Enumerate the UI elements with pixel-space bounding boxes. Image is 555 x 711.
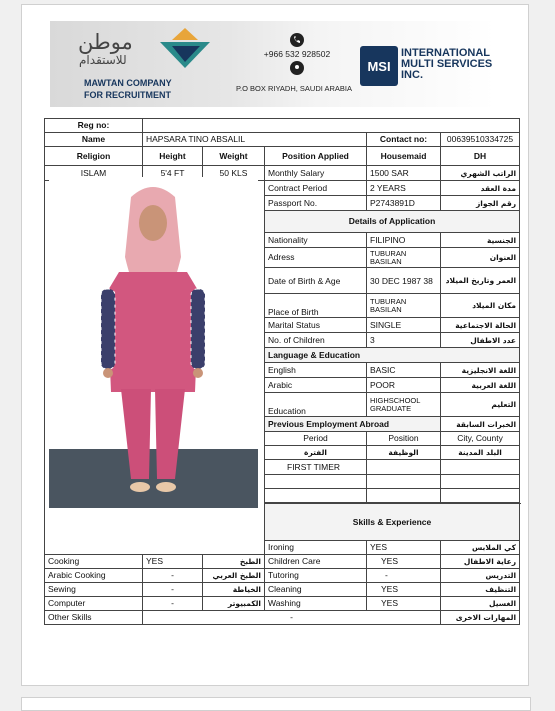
- name-value: HAPSARA TINO ABSALIL: [143, 133, 367, 147]
- weight-label: Weight: [203, 147, 265, 166]
- company-arabic-subname: للاستقدام: [79, 53, 127, 67]
- skill-ironing-arabic: كي الملابس: [441, 541, 520, 555]
- skill-cleaning-arabic: التنظيف: [441, 583, 520, 597]
- children-label: No. of Children: [265, 333, 367, 348]
- employment-section-title: Previous Employment Abroad: [265, 417, 441, 432]
- religion-value: ISLAM: [45, 166, 143, 181]
- skill-sewing-label: Sewing: [45, 583, 143, 597]
- salary-arabic: الراتب الشهري: [441, 166, 520, 181]
- address-value: TUBURAN BASILAN: [367, 248, 441, 268]
- name-label: Name: [45, 133, 143, 147]
- company-english-name: MAWTAN COMPANY FOR RECRUITMENT: [84, 78, 172, 100]
- city-col-header: City, County: [441, 432, 520, 446]
- skill-cleaning-value: YES: [367, 583, 441, 597]
- skill-cooking-label: Cooking: [45, 555, 143, 569]
- employment-entry: FIRST TIMER: [265, 460, 367, 475]
- company-arabic-name: موطن: [78, 30, 133, 54]
- nationality-arabic: الجنسية: [441, 233, 520, 248]
- skill-computer-value: -: [143, 597, 203, 611]
- svg-text:MSI: MSI: [367, 59, 391, 74]
- english-arabic: اللغة الانجليزية: [441, 363, 520, 378]
- employment-cell: [367, 475, 441, 489]
- address-arabic: العنوان: [441, 248, 520, 268]
- skill-tutoring-label: Tutoring: [265, 569, 367, 583]
- education-arabic: التعليم: [441, 393, 520, 417]
- skill-washing-value: YES: [367, 597, 441, 611]
- employment-section-arabic: الخبرات السابقة: [441, 417, 520, 432]
- position-value: Housemaid: [367, 147, 441, 166]
- skill-tutoring-arabic: التدريس: [441, 569, 520, 583]
- passport-arabic: رقم الجواز: [441, 196, 520, 211]
- nationality-label: Nationality: [265, 233, 367, 248]
- contract-arabic: مدة العقد: [441, 181, 520, 196]
- skill-childcare-arabic: رعاية الاطفال: [441, 555, 520, 569]
- weight-value: 50 KLS: [203, 166, 265, 181]
- other-skills-label: Other Skills: [45, 611, 143, 625]
- applicant-photo: [49, 177, 258, 508]
- education-label: Education: [265, 393, 367, 417]
- marital-value: SINGLE: [367, 318, 441, 333]
- position-label: Position Applied: [265, 147, 367, 166]
- other-skills-value: -: [143, 611, 441, 625]
- marital-arabic: الحالة الاجتماعية: [441, 318, 520, 333]
- next-page-edge: [21, 697, 531, 711]
- arabic-label: Arabic: [265, 378, 367, 393]
- contract-label: Contract Period: [265, 181, 367, 196]
- reg-no-label: Reg no:: [45, 119, 143, 133]
- employment-cell: [265, 489, 367, 503]
- arabic-value: POOR: [367, 378, 441, 393]
- skill-arabic-cooking-arabic: الطبخ العربي: [203, 569, 265, 583]
- dob-arabic: العمر وتاريخ الميلاد: [441, 268, 520, 294]
- passport-value: P2743891D: [367, 196, 441, 211]
- skill-washing-arabic: الغسيل: [441, 597, 520, 611]
- period-col-arabic: الفترة: [265, 446, 367, 460]
- skill-cleaning-label: Cleaning: [265, 583, 367, 597]
- children-value: 3: [367, 333, 441, 348]
- location-pin-icon: [290, 61, 304, 75]
- english-label: English: [265, 363, 367, 378]
- city-col-arabic: البلد المدينة: [441, 446, 520, 460]
- skills-section-title: Skills & Experience: [265, 504, 520, 541]
- address-label: Adress: [265, 248, 367, 268]
- mawtan-logo-icon: [156, 26, 214, 70]
- employment-cell: [441, 489, 520, 503]
- skill-arabic-cooking-label: Arabic Cooking: [45, 569, 143, 583]
- employment-cell: [441, 460, 520, 475]
- skill-childcare-value: YES: [367, 555, 441, 569]
- arabic-arabic: اللغة العربية: [441, 378, 520, 393]
- contact-label: Contact no:: [367, 133, 441, 147]
- phone-number: +966 532 928502: [263, 49, 331, 59]
- other-skills-arabic: المهارات الاخرى: [441, 611, 520, 625]
- employment-cell: [265, 475, 367, 489]
- reg-no-value: [143, 119, 520, 133]
- po-box-address: P.O BOX RIYADH, SAUDI ARABIA: [236, 84, 353, 93]
- religion-label: Religion: [45, 147, 143, 166]
- position-code: DH: [441, 147, 520, 166]
- children-arabic: عدد الاطفال: [441, 333, 520, 348]
- height-value: 5'4 FT: [143, 166, 203, 181]
- imsi-company-name: INTERNATIONAL MULTI SERVICES INC.: [401, 47, 493, 81]
- position-col-header: Position: [367, 432, 441, 446]
- skill-ironing-value: YES: [367, 541, 441, 555]
- birthplace-label: Place of Birth: [265, 294, 367, 318]
- employment-cell: [441, 475, 520, 489]
- details-section-title: Details of Application: [265, 211, 520, 233]
- height-label: Height: [143, 147, 203, 166]
- contract-value: 2 YEARS: [367, 181, 441, 196]
- skill-sewing-value: -: [143, 583, 203, 597]
- skill-cooking-arabic: الطبخ: [203, 555, 265, 569]
- skill-childcare-label: Children Care: [265, 555, 367, 569]
- skill-ironing-label: Ironing: [265, 541, 367, 555]
- salary-value: 1500 SAR: [367, 166, 441, 181]
- english-value: BASIC: [367, 363, 441, 378]
- employment-cell: [367, 489, 441, 503]
- period-col-header: Period: [265, 432, 367, 446]
- dob-value: 30 DEC 1987 38: [367, 268, 441, 294]
- nationality-value: FILIPINO: [367, 233, 441, 248]
- birthplace-arabic: مكان الميلاد: [441, 294, 520, 318]
- birthplace-value: TUBURAN BASILAN: [367, 294, 441, 318]
- dob-label: Date of Birth & Age: [265, 268, 367, 294]
- contact-block: [262, 33, 332, 77]
- employment-cell: [367, 460, 441, 475]
- language-section-title: Language & Education: [265, 348, 520, 363]
- marital-label: Marital Status: [265, 318, 367, 333]
- skill-sewing-arabic: الخياطة: [203, 583, 265, 597]
- contact-value: 00639510334725: [441, 133, 520, 147]
- passport-label: Passport No.: [265, 196, 367, 211]
- salary-label: Monthly Salary: [265, 166, 367, 181]
- imsi-logo-icon: [360, 46, 398, 86]
- skill-washing-label: Washing: [265, 597, 367, 611]
- phone-icon: [290, 33, 304, 47]
- education-value: HIGHSCHOOL GRADUATE: [367, 393, 441, 417]
- skill-tutoring-value: -: [367, 569, 441, 583]
- skill-arabic-cooking-value: -: [143, 569, 203, 583]
- position-col-arabic: الوظيفة: [367, 446, 441, 460]
- skill-cooking-value: YES: [143, 555, 203, 569]
- skill-computer-arabic: الكمبيوتر: [203, 597, 265, 611]
- skill-computer-label: Computer: [45, 597, 143, 611]
